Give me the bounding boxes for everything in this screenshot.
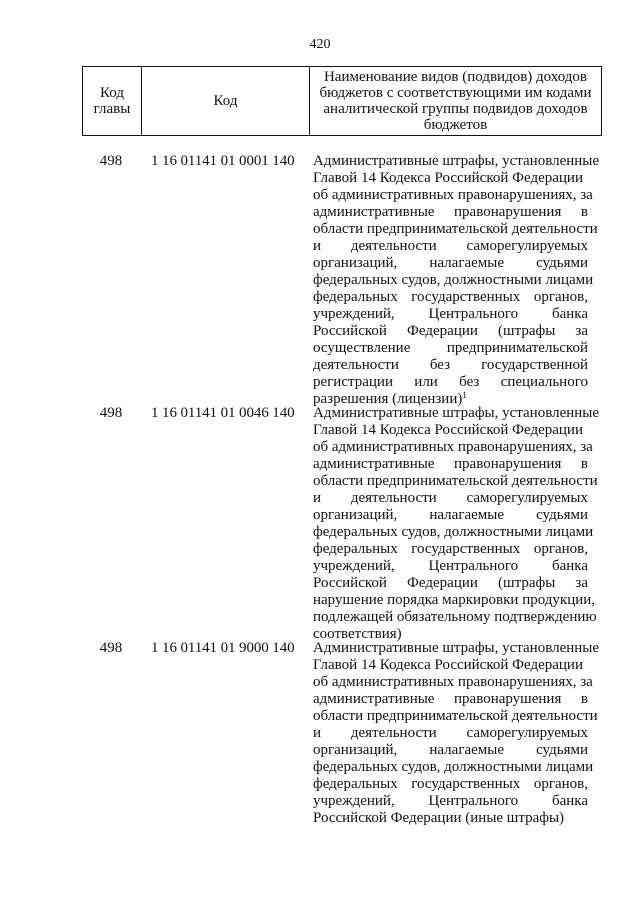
row-text-line: разрешения (лицензии)	[313, 391, 463, 407]
header-chapter-code-line1: Код	[100, 85, 124, 101]
row-text-line: Административные штрафы, установленные	[313, 405, 600, 421]
row-text-line: организаций, налагаемые судьями	[313, 742, 588, 758]
row-text-line: и деятельности саморегулируемых	[313, 725, 588, 741]
row-text-line: подлежащей обязательному подтверждению	[313, 609, 597, 625]
row-income-code: 1 16 01141 01 9000 140	[151, 640, 295, 656]
row-income-name	[313, 153, 600, 408]
header-chapter-code	[83, 67, 142, 136]
row-text-line: об административных правонарушениях, за	[313, 674, 593, 690]
row-text-line: федеральных государственных органов,	[313, 289, 588, 305]
row-text-line: деятельности без государственной	[313, 357, 588, 373]
row-text-line: административные правонарушения в	[313, 204, 588, 220]
row-text-line: области предпринимательской деятельности	[313, 221, 598, 237]
row-text-line: Главой 14 Кодекса Российской Федерации	[313, 170, 583, 186]
row-income-code: 1 16 01141 01 0001 140	[151, 153, 295, 169]
row-text-line: Главой 14 Кодекса Российской Федерации	[313, 422, 583, 438]
row-text-line: федеральных судов, должностными лицами	[313, 759, 594, 775]
row-text-line: осуществление предпринимательской	[313, 340, 588, 356]
page-number: 420	[309, 37, 331, 52]
row-income-name	[313, 640, 600, 827]
row-income-code: 1 16 01141 01 0046 140	[151, 405, 295, 421]
row-text-line: и деятельности саморегулируемых	[313, 490, 588, 506]
row-text-line: области предпринимательской деятельности	[313, 708, 598, 724]
row-text-line: учреждений, Центрального банка	[313, 793, 588, 809]
header-name-line: бюджетов	[423, 117, 488, 133]
row-text-line: административные правонарушения в	[313, 456, 588, 472]
row-text-line: и деятельности саморегулируемых	[313, 238, 588, 254]
row-text-line: федеральных судов, должностными лицами	[313, 524, 594, 540]
row-text-line: нарушение порядка маркировки продукции,	[313, 592, 596, 608]
row-chapter-code: 498	[99, 405, 123, 421]
row-text-line: федеральных судов, должностными лицами	[313, 272, 594, 288]
header-name-line: бюджетов с соответствующими им кодами	[319, 85, 592, 101]
row-text-line: федеральных государственных органов,	[313, 776, 588, 792]
row-text-line: организаций, налагаемые судьями	[313, 507, 588, 523]
row-chapter-code: 498	[99, 640, 123, 656]
row-text-line: Российской Федерации (иные штрафы)	[313, 810, 565, 826]
footnote-marker: 1	[462, 390, 467, 400]
row-text-line: соответствия)	[313, 626, 402, 642]
row-text-line: Российской Федерации (штрафы за	[313, 323, 588, 339]
row-chapter-code: 498	[99, 153, 123, 169]
row-text-line: организаций, налагаемые судьями	[313, 255, 588, 271]
table-header	[82, 66, 602, 136]
row-text-line: Административные штрафы, установленные	[313, 640, 600, 656]
header-name-line: Наименование видов (подвидов) доходов	[323, 69, 588, 85]
row-text-line: Российской Федерации (штрафы за	[313, 575, 588, 591]
row-text-line: административные правонарушения в	[313, 691, 588, 707]
header-name	[310, 67, 602, 136]
row-text-line: об административных правонарушениях, за	[313, 439, 593, 455]
header-chapter-code-line2: главы	[93, 101, 131, 117]
row-text-line: Главой 14 Кодекса Российской Федерации	[313, 657, 583, 673]
row-income-name	[313, 405, 600, 643]
header-name-line: аналитической группы подвидов доходов	[323, 101, 588, 117]
row-text-line: области предпринимательской деятельности	[313, 473, 598, 489]
header-code: Код	[142, 67, 310, 136]
row-text-line: учреждений, Центрального банка	[313, 306, 588, 322]
row-text-line: федеральных государственных органов,	[313, 541, 588, 557]
row-text-line: об административных правонарушениях, за	[313, 187, 593, 203]
row-text-line: учреждений, Центрального банка	[313, 558, 588, 574]
row-text-line: Административные штрафы, установленные	[313, 153, 600, 169]
row-text-line: регистрации или без специального	[313, 374, 588, 390]
